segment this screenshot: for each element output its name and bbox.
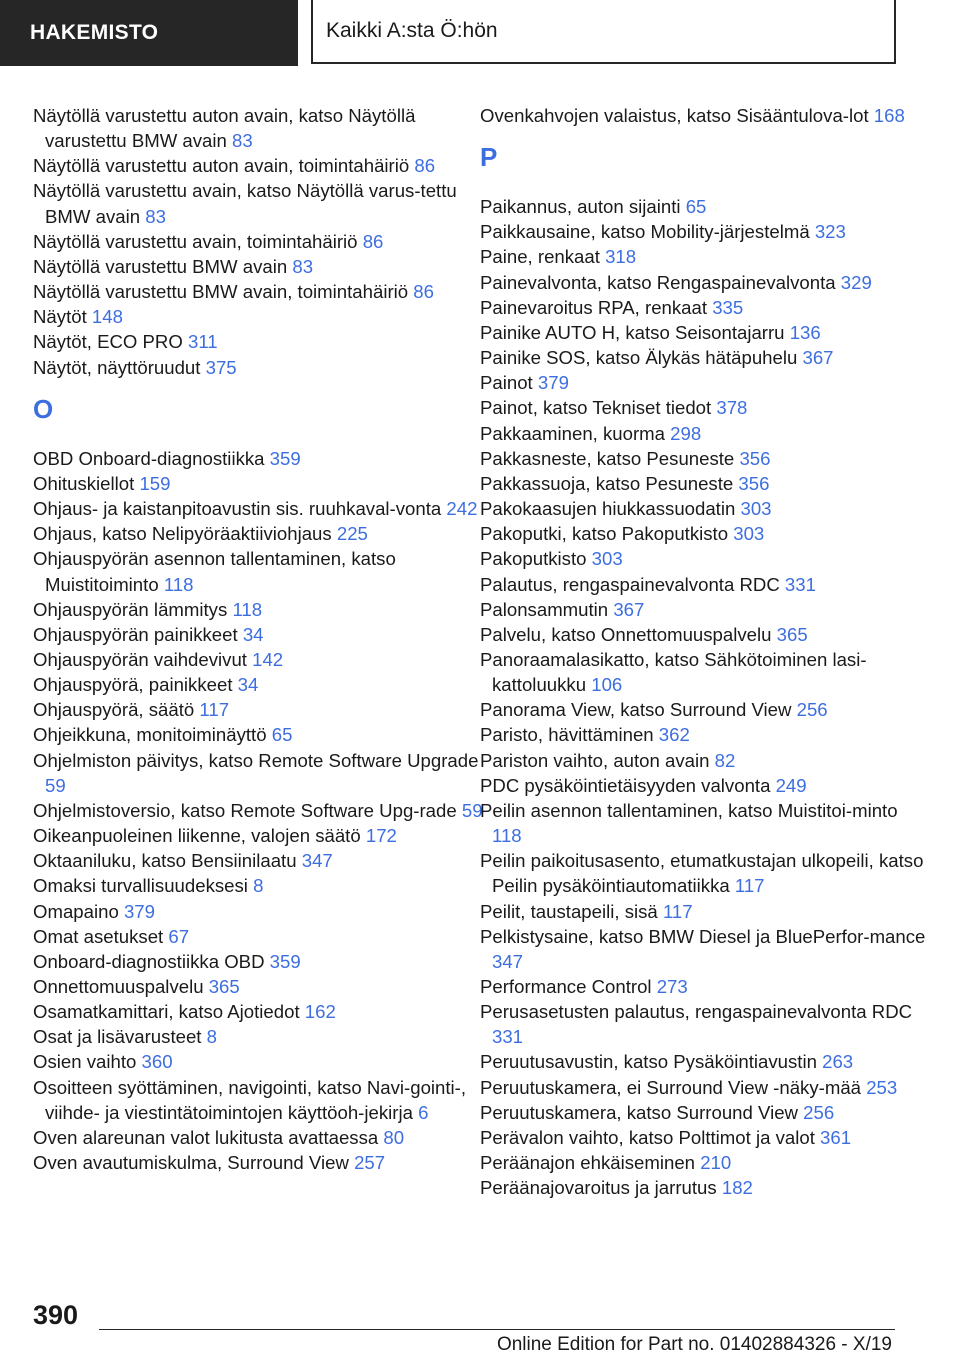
page-link[interactable]: 168	[873, 105, 905, 126]
page-link[interactable]: 159	[139, 472, 171, 494]
index-entry-text: Pakkassuoja, katso Pesuneste	[480, 472, 739, 494]
page-link[interactable]: 172	[365, 825, 397, 847]
index-entry-text: Omapaino	[33, 900, 124, 922]
index-entry	[33, 329, 483, 354]
index-column-left	[33, 103, 483, 1175]
page-link[interactable]: 65	[685, 196, 707, 218]
page-link[interactable]: 59	[45, 774, 66, 796]
index-entry	[480, 421, 930, 446]
page-link[interactable]: 257	[354, 1152, 386, 1174]
index-entry-text: Oktaaniluku, katso Bensiinilaatu	[33, 850, 302, 872]
index-entry	[480, 647, 930, 697]
page-link[interactable]: 225	[336, 523, 368, 545]
index-entry-text: Performance Control	[480, 976, 657, 997]
page-link[interactable]: 323	[814, 221, 846, 243]
index-entry	[480, 748, 930, 773]
index-entry-text: Omaksi turvallisuudeksesi	[33, 875, 254, 897]
page-link[interactable]: 335	[712, 296, 744, 318]
index-entry	[33, 1049, 483, 1074]
index-entry	[480, 697, 930, 722]
index-entry	[480, 974, 930, 999]
index-entry-text: Osat ja lisävarusteet	[33, 1026, 207, 1048]
page-link[interactable]: 256	[796, 699, 828, 721]
page-link[interactable]: 365	[776, 623, 808, 645]
index-entry	[33, 647, 483, 672]
index-entry	[33, 229, 483, 254]
footer-divider	[99, 1329, 895, 1330]
page-link[interactable]: 311	[188, 331, 218, 353]
page-link[interactable]: 82	[714, 749, 736, 771]
index-entry	[33, 873, 483, 898]
page-link[interactable]: 117	[662, 900, 693, 922]
page-link[interactable]: 162	[304, 1001, 336, 1023]
index-entry	[33, 279, 483, 304]
page-link[interactable]: 303	[591, 548, 623, 570]
section-tab-label: HAKEMISTO	[30, 21, 159, 44]
index-entry-text: Osoitteen syöttäminen, navigointi, katso Navi-gointi-, viihde- ja viestintätoimintojen käyttöoh-jekirja	[33, 1076, 467, 1123]
page-link[interactable]: 34	[237, 674, 259, 696]
index-entry-text: Peruutuskamera, ei Surround View -näky-mää	[480, 1076, 867, 1098]
subtitle-tab[interactable]	[311, 0, 896, 64]
index-entry-text: Peilit, taustapeili, sisä	[480, 900, 663, 922]
page-link[interactable]: 256	[803, 1101, 835, 1123]
index-entry	[33, 848, 483, 873]
index-entry-text: Ohjelmiston päivitys, katso Remote Software Upgrade	[33, 749, 479, 771]
index-entry-text: Pakkaaminen, kuorma	[480, 422, 671, 444]
index-entry-text: Näytöt, ECO PRO	[33, 331, 188, 353]
index-entry-text: Näytöllä varustettu BMW avain	[33, 255, 293, 277]
index-entry	[480, 219, 930, 244]
index-entry	[33, 496, 483, 521]
page-link[interactable]: 118	[232, 598, 263, 620]
index-entry-text: Perusasetusten palautus, rengaspainevalvonta RDC	[480, 1001, 913, 1023]
index-entry-text: Osien vaihto	[33, 1051, 142, 1073]
index-entry-text: Painike SOS, katso Älykäs hätäpuhelu	[480, 347, 803, 369]
index-entry-text: Palonsammutin	[480, 598, 614, 620]
index-entry-text: Pakoputkisto	[480, 548, 592, 570]
page-link[interactable]: 148	[91, 306, 123, 328]
index-entry-text: Näytöllä varustettu BMW avain, toimintahäiriö	[33, 281, 414, 303]
page-link[interactable]: 359	[269, 950, 301, 972]
subtitle-tab-label: Kaikki A:sta Ö:hön	[326, 19, 498, 42]
page-link[interactable]: 86	[414, 155, 436, 177]
page-link[interactable]: 361	[820, 1126, 852, 1148]
index-entry-text: Ohjauspyörän lämmitys	[33, 598, 233, 620]
page-link[interactable]: 367	[613, 598, 645, 620]
index-entry	[33, 597, 483, 622]
index-entry	[480, 1125, 930, 1150]
page-link[interactable]: 347	[301, 850, 333, 872]
page-link[interactable]: 83	[232, 130, 253, 152]
index-entry	[33, 748, 483, 798]
index-entry	[33, 672, 483, 697]
index-entry	[480, 194, 930, 219]
page-link[interactable]: 360	[141, 1051, 173, 1073]
index-entry	[480, 496, 930, 521]
page-link[interactable]: 379	[123, 900, 155, 922]
page-link[interactable]: 318	[605, 246, 637, 268]
index-entry-text: Näytöt, näyttöruudut	[33, 356, 206, 378]
index-entry	[480, 395, 930, 420]
page-link[interactable]: 367	[802, 347, 834, 369]
index-entry-text: Panoraamalasikatto, katso Sähkötoiminen lasi-kattoluukku	[480, 648, 867, 696]
index-entry-text: Ovenkahvojen valaistus, katso Sisääntulova-lot	[480, 105, 874, 126]
index-entry	[480, 295, 930, 320]
page-link[interactable]: 65	[271, 724, 293, 746]
index-entry	[33, 899, 483, 924]
index-entry-text: Oven alareunan valot lukitusta avattaessa	[33, 1126, 384, 1148]
page-link[interactable]: 117	[199, 699, 230, 721]
index-entry-text: Painevaroitus RPA, renkaat	[480, 296, 713, 318]
index-entry-text: Palautus, rengaspainevalvonta RDC	[480, 573, 785, 595]
index-entry	[33, 103, 483, 153]
index-entry	[33, 722, 483, 747]
page-link[interactable]: 329	[840, 271, 872, 293]
index-entry	[480, 546, 930, 571]
index-entry-text: Pakoputki, katso Pakoputkisto	[480, 523, 734, 545]
page-link[interactable]: 117	[734, 875, 765, 897]
index-entry	[33, 178, 483, 228]
index-entry	[480, 773, 930, 798]
index-entry-text: PDC pysäköintietäisyyden valvonta	[480, 774, 776, 796]
page-link[interactable]: 303	[740, 498, 772, 520]
index-entry	[480, 345, 930, 370]
index-entry-text: Pelkistysaine, katso BMW Diesel ja BluePerfor-mance	[480, 925, 926, 947]
index-entry-text: Osamatkamittari, katso Ajotiedot	[33, 1001, 305, 1023]
index-column-right	[480, 103, 930, 1200]
index-entry	[480, 1075, 930, 1100]
index-entry	[33, 622, 483, 647]
page-link[interactable]: 249	[775, 774, 807, 796]
index-entry	[33, 1150, 483, 1175]
index-entry-text: Ohjauspyörä, säätö	[33, 699, 200, 721]
index-entry	[480, 1049, 930, 1074]
page-link[interactable]: 83	[145, 205, 166, 227]
index-entry-text: Näytöllä varustettu auton avain, katso Näytöllä varustettu BMW avain	[33, 105, 416, 152]
index-entry	[33, 355, 483, 380]
index-entry	[33, 304, 483, 329]
page-link[interactable]: 263	[822, 1051, 854, 1073]
index-entry-text: Ohjauspyörä, painikkeet	[33, 674, 238, 696]
page-link[interactable]: 331	[784, 573, 816, 595]
page-link[interactable]: 142	[252, 648, 284, 670]
index-entry-text: OBD Onboard-diagnostiikka	[33, 447, 270, 469]
page-link[interactable]: 331	[492, 1026, 524, 1048]
index-entry-text: Näytöt	[33, 306, 92, 328]
page-link[interactable]: 298	[670, 422, 702, 444]
index-entry-text: Onnettomuuspalvelu	[33, 976, 209, 997]
index-entry	[33, 949, 483, 974]
index-entry	[480, 722, 930, 747]
index-entry-text: Peilin asennon tallentaminen, katso Muistitoi-minto	[480, 799, 898, 821]
index-entry	[480, 597, 930, 622]
page-link[interactable]: 8	[253, 875, 264, 897]
index-entry	[480, 572, 930, 597]
index-entry-text: Ohjauspyörän vaihdevivut	[33, 648, 253, 670]
index-entry-text: Perävalon vaihto, katso Polttimot ja valot	[480, 1126, 821, 1148]
index-letter-heading: O	[33, 393, 54, 424]
page-link[interactable]: 253	[866, 1076, 898, 1098]
index-entry	[33, 1024, 483, 1049]
index-entry-text: Peilin paikoitusasento, etumatkustajan ulkopeili, katso Peilin pysäköintiautomatiikka	[480, 850, 924, 897]
index-entry	[33, 254, 483, 279]
page-link[interactable]: 80	[383, 1126, 405, 1148]
index-entry-text: Painike AUTO H, katso Seisontajarru	[480, 321, 790, 343]
page-link[interactable]: 34	[242, 623, 264, 645]
page-link[interactable]: 83	[292, 255, 314, 277]
index-entry	[480, 244, 930, 269]
index-entry-text: Pariston vaihto, auton avain	[480, 749, 715, 771]
index-entry	[480, 899, 930, 924]
index-entry-text: Oven avautumiskulma, Surround View	[33, 1152, 355, 1174]
index-entry	[480, 103, 930, 128]
page-link[interactable]: 182	[721, 1177, 753, 1199]
page-link[interactable]: 136	[789, 321, 821, 343]
page-link[interactable]: 210	[700, 1152, 732, 1174]
index-entry-text: Peräänajon ehkäiseminen	[480, 1152, 701, 1174]
index-entry	[33, 521, 483, 546]
page-link[interactable]: 379	[537, 372, 569, 394]
index-entry-text: Panorama View, katso Surround View	[480, 699, 797, 721]
page-link[interactable]: 67	[168, 925, 190, 947]
index-entry-text: Näytöllä varustettu auton avain, toimintahäiriö	[33, 155, 415, 177]
page-link[interactable]: 347	[492, 950, 524, 972]
index-letter-heading: P	[480, 142, 498, 173]
index-entry-text: Näytöllä varustettu avain, katso Näytöllä varus-tettu BMW avain	[33, 180, 457, 227]
index-entry	[33, 974, 483, 999]
edition-note: Online Edition for Part no. 01402884326 - X/19	[496, 1334, 892, 1355]
page-link[interactable]: 375	[205, 356, 237, 378]
index-entry-text: Ohjaus, katso Nelipyöräaktiiviohjaus	[33, 523, 337, 545]
index-entry	[480, 1175, 930, 1200]
index-entry	[480, 320, 930, 345]
page-link[interactable]: 362	[658, 724, 690, 746]
index-entry	[480, 1100, 930, 1125]
index-entry	[480, 798, 930, 848]
index-entry-text: Peruutuskamera, katso Surround View	[480, 1101, 804, 1123]
page-link[interactable]: 356	[738, 472, 770, 494]
index-entry	[480, 370, 930, 395]
index-entry-text: Ohjeikkuna, monitoiminäyttö	[33, 724, 272, 746]
index-entry-text: Paikkausaine, katso Mobility-järjestelmä	[480, 221, 815, 243]
page-link[interactable]: 242	[446, 498, 478, 520]
index-entry	[480, 848, 930, 898]
index-entry-text: Ohituskiellot	[33, 472, 140, 494]
index-entry	[33, 823, 483, 848]
page-link[interactable]: 118	[492, 825, 522, 847]
index-entry-text: Ohjelmistoversio, katso Remote Software Upg-rade	[33, 799, 462, 821]
index-entry	[480, 446, 930, 471]
page-link[interactable]: 356	[739, 447, 771, 469]
index-entry	[33, 1075, 483, 1125]
page-link[interactable]: 378	[716, 397, 748, 419]
page-link[interactable]: 106	[591, 674, 623, 696]
page-link[interactable]: 86	[413, 281, 434, 303]
index-entry	[33, 697, 483, 722]
index-entry-text: Omat asetukset	[33, 925, 169, 947]
page-link[interactable]: 303	[733, 523, 765, 545]
page-link[interactable]: 8	[206, 1026, 217, 1048]
index-entry-text: Peruutusavustin, katso Pysäköintiavustin	[480, 1051, 823, 1073]
index-entry-text: Pakokaasujen hiukkassuodatin	[480, 498, 741, 520]
page-number: 390	[33, 1300, 79, 1330]
index-entry	[33, 546, 483, 596]
page-link[interactable]: 6	[418, 1101, 429, 1123]
index-entry	[480, 471, 930, 496]
index-entry	[33, 1125, 483, 1150]
index-entry	[33, 999, 483, 1024]
index-entry	[480, 924, 930, 974]
index-entry-text: Onboard-diagnostiikka OBD	[33, 950, 270, 972]
index-entry	[33, 446, 483, 471]
section-tab[interactable]	[0, 0, 298, 66]
index-entry-text: Paine, renkaat	[480, 246, 606, 268]
index-entry-text: Ohjaus- ja kaistanpitoavustin sis. ruuhkaval-vonta	[33, 498, 447, 520]
index-entry-text: Painot	[480, 372, 538, 394]
index-entry-text: Pakkasneste, katso Pesuneste	[480, 447, 740, 469]
page-link[interactable]: 365	[208, 976, 240, 997]
index-entry	[480, 999, 930, 1049]
page-link[interactable]: 359	[269, 447, 301, 469]
index-entry-text: Oikeanpuoleinen liikenne, valojen säätö	[33, 825, 366, 847]
page-link[interactable]: 118	[163, 573, 194, 595]
page-link[interactable]: 59	[461, 799, 483, 821]
index-entry	[33, 471, 483, 496]
index-entry-text: Ohjauspyörän painikkeet	[33, 623, 243, 645]
index-entry-text: Palvelu, katso Onnettomuuspalvelu	[480, 623, 777, 645]
page-link[interactable]: 273	[656, 976, 688, 997]
index-entry-text: Ohjauspyörän asennon tallentaminen, katso Muistitoiminto	[33, 548, 396, 595]
index-entry-text: Paristo, hävittäminen	[480, 724, 659, 746]
index-entry	[480, 270, 930, 295]
index-entry-text: Painevalvonta, katso Rengaspainevalvonta	[480, 271, 841, 293]
page-link[interactable]: 86	[362, 230, 384, 252]
index-entry-text: Peräänajovaroitus ja jarrutus	[480, 1177, 722, 1199]
index-entry	[480, 622, 930, 647]
index-entry	[480, 521, 930, 546]
index-entry	[33, 798, 483, 823]
index-entry-text: Paikannus, auton sijainti	[480, 196, 686, 218]
index-entry-text: Näytöllä varustettu avain, toimintahäiriö	[33, 230, 363, 252]
index-entry	[33, 924, 483, 949]
index-entry	[33, 153, 483, 178]
index-entry-text: Painot, katso Tekniset tiedot	[480, 397, 717, 419]
index-entry	[480, 1150, 930, 1175]
